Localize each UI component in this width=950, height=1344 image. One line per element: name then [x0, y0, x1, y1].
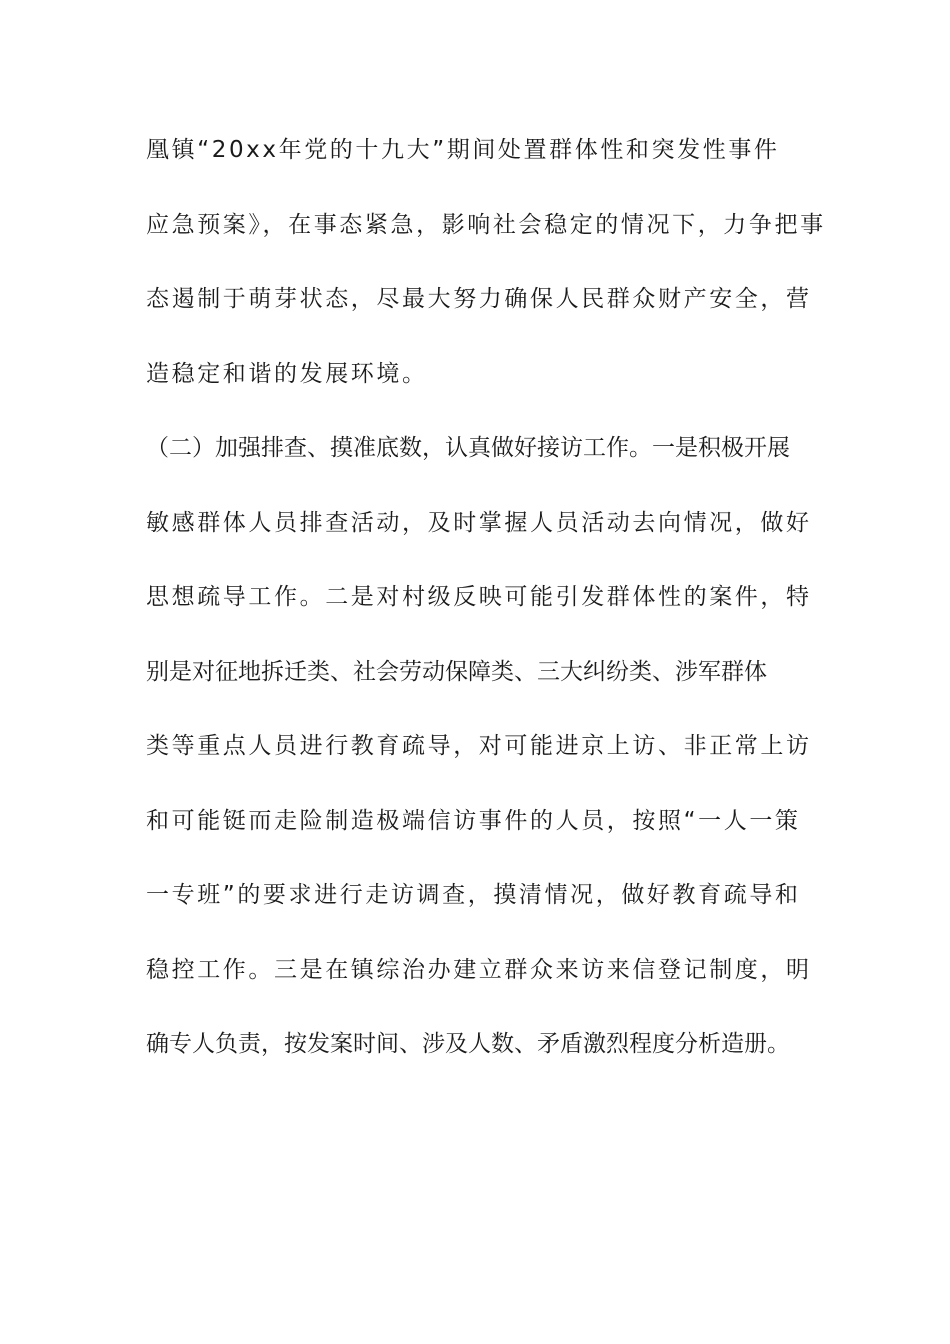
text-line-11: 一专班”的要求进行走访调查，摸清情况，做好教育疏导和	[146, 882, 801, 908]
text-line-9: 类等重点人员进行教育疏导，对可能进京上访、非正常上访	[146, 733, 812, 759]
body-text	[146, 124, 846, 1093]
text-line-1: 凰镇“20xx年党的十九大”期间处置群体性和突发性事件	[146, 137, 780, 163]
text-line-13: 确专人负责，按发案时间、涉及人数、矛盾激烈程度分析造册。	[146, 1031, 790, 1057]
text-line-2: 应急预案》，在事态紧急，影响社会稳定的情况下，力争把事	[146, 211, 826, 238]
text-line-8: 别是对征地拆迁类、社会劳动保障类、三大纠纷类、涉军群体	[146, 658, 767, 685]
text-line-7: 思想疏导工作。二是对村级反映可能引发群体性的案件，特	[146, 584, 812, 610]
text-line-10: 和可能铤而走险制造极端信访事件的人员，按照“一人一策	[146, 807, 801, 834]
text-line-4: 造稳定和谐的发展环境。	[146, 360, 428, 387]
text-line-5: （二）加强排查、摸准底数，认真做好接访工作。一是积极开展	[146, 435, 790, 461]
text-line-6: 敏感群体人员排查活动，及时掌握人员活动去向情况，做好	[146, 509, 812, 536]
text-line-12: 稳控工作。三是在镇综治办建立群众来访来信登记制度，明	[146, 956, 812, 983]
text-line-3: 态遏制于萌芽状态，尽最大努力确保人民群众财产安全，营	[146, 286, 812, 312]
